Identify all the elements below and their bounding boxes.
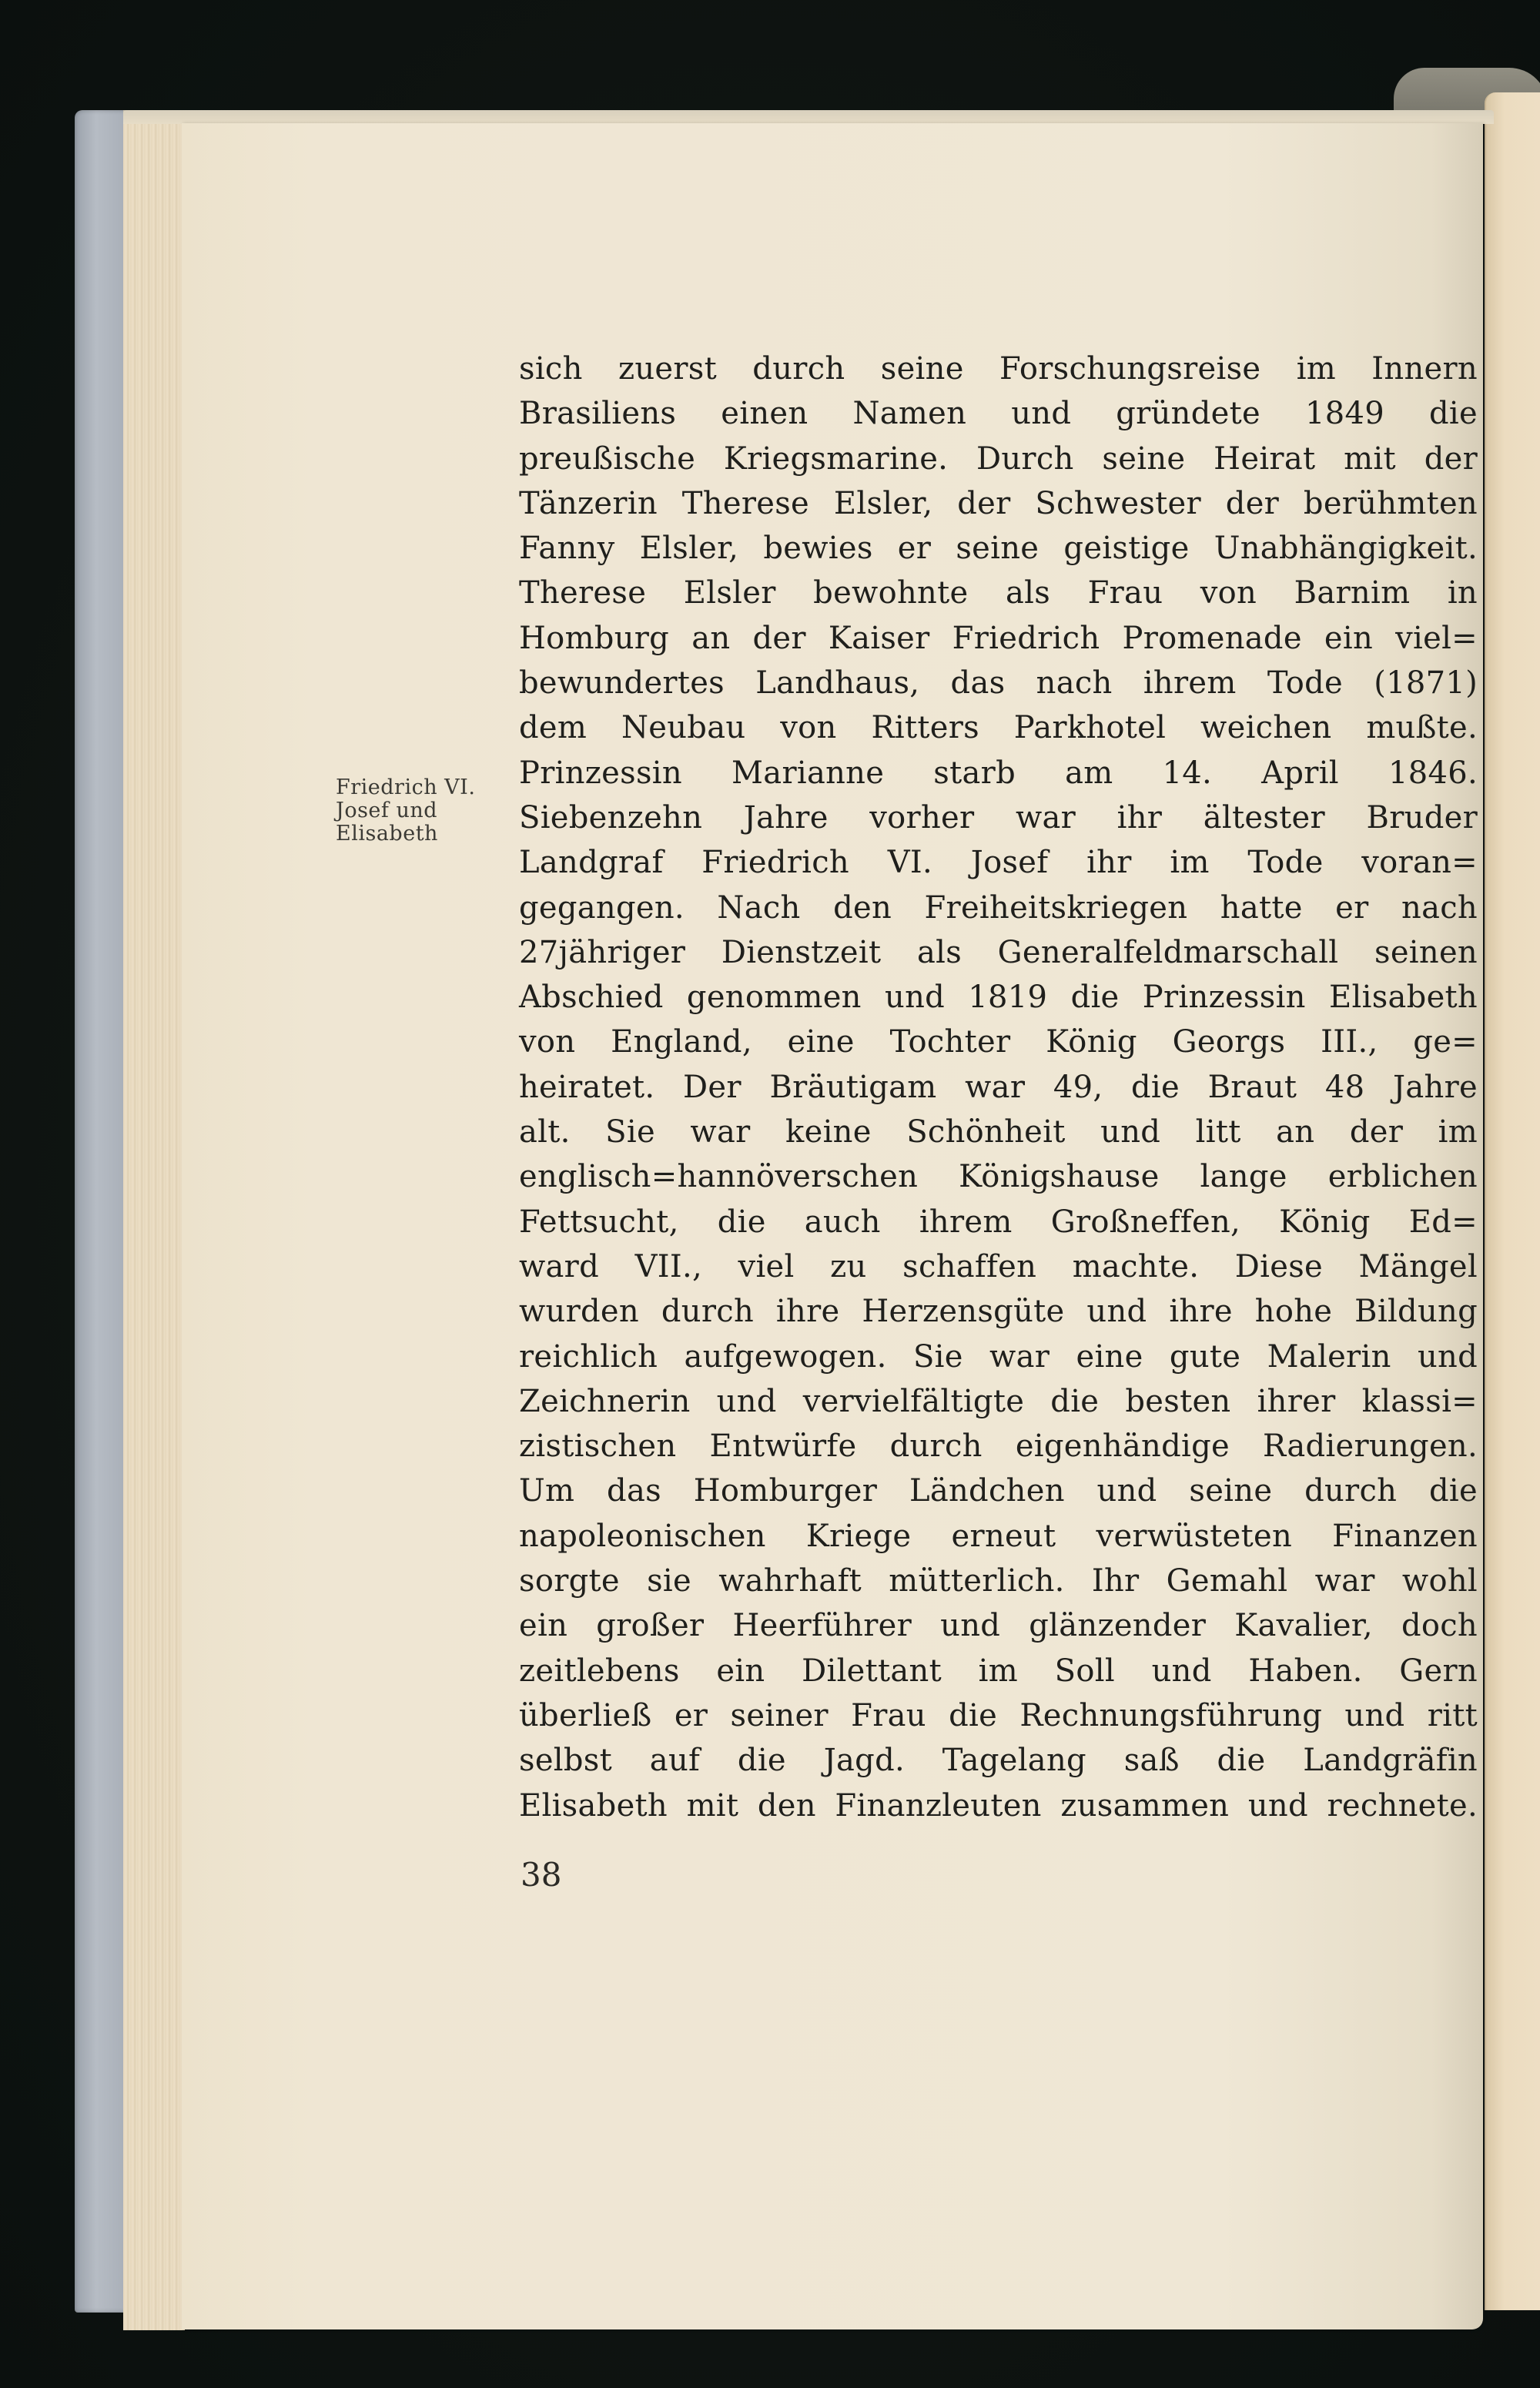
text-line: von England, eine Tochter König Georgs III., ge= xyxy=(519,1024,1478,1060)
text-line: napoleonischen Kriege erneut verwüsteten Finanzen xyxy=(519,1518,1478,1554)
page-stack-top xyxy=(123,110,1494,124)
text-line: Homburg an der Kaiser Friedrich Promenade ein viel= xyxy=(519,620,1478,656)
text-line: Siebenzehn Jahre vorher war ihr ältester Bruder xyxy=(519,799,1478,836)
text-line: zeitlebens ein Dilettant im Soll und Haben. Gern xyxy=(519,1653,1478,1689)
text-line: ward VII., viel zu schaffen machte. Diese Mängel xyxy=(519,1248,1478,1284)
margin-note-line: Friedrich VI. xyxy=(336,775,476,799)
text-line: wurden durch ihre Herzensgüte und ihre hohe Bildung xyxy=(519,1294,1478,1330)
next-page-edge xyxy=(1485,92,1540,2310)
text-line: zistischen Entwürfe durch eigenhändige Radierungen. xyxy=(519,1428,1478,1465)
text-line: ein großer Heerführer und glänzender Kavalier, doch xyxy=(519,1608,1478,1644)
text-line: Fettsucht, die auch ihrem Großneffen, König Ed= xyxy=(519,1204,1478,1240)
text-line: dem Neubau von Ritters Parkhotel weichen mußte. xyxy=(519,710,1478,746)
text-line: Prinzessin Marianne starb am 14. April 1846. xyxy=(519,755,1478,791)
text-line: bewundertes Landhaus, das nach ihrem Tode (1871) xyxy=(519,665,1478,702)
text-line: sorgte sie wahrhaft mütterlich. Ihr Gemahl war wohl xyxy=(519,1563,1478,1599)
margin-note-line: Josef und xyxy=(336,799,438,822)
book-page xyxy=(182,123,1483,2329)
text-line: Brasiliens einen Namen und gründete 1849 die xyxy=(519,396,1478,432)
text-line: selbst auf die Jagd. Tagelang saß die Landgräfin xyxy=(519,1743,1478,1779)
book-cover-edge xyxy=(75,110,129,2313)
text-line: heiratet. Der Bräutigam war 49, die Braut 48 Jahre xyxy=(519,1069,1478,1105)
margin-note-line: Elisabeth xyxy=(336,822,438,846)
text-line: alt. Sie war keine Schönheit und litt an der im xyxy=(519,1114,1478,1150)
text-line: Elisabeth mit den Finanzleuten zusammen und rechnete. xyxy=(519,1787,1478,1824)
text-line: Fanny Elsler, bewies er seine geistige Unabhängigkeit. xyxy=(519,531,1478,567)
text-line: sich zuerst durch seine Forschungsreise im Innern xyxy=(519,351,1478,387)
text-line: gegangen. Nach den Freiheitskriegen hatte er nach xyxy=(519,889,1478,926)
text-line: Tänzerin Therese Elsler, der Schwester der berühmten xyxy=(519,485,1478,521)
text-line: Landgraf Friedrich VI. Josef ihr im Tode voran= xyxy=(519,845,1478,881)
text-line: Abschied genommen und 1819 die Prinzessin Elisabeth xyxy=(519,980,1478,1016)
text-line: reichlich aufgewogen. Sie war eine gute Malerin und xyxy=(519,1338,1478,1375)
body-text xyxy=(519,347,1478,1828)
text-line: Um das Homburger Ländchen und seine durch die xyxy=(519,1473,1478,1509)
text-line: 27jähriger Dienstzeit als Generalfeldmarschall seinen xyxy=(519,934,1478,970)
text-line: englisch=hannöverschen Königshause lange erblichen xyxy=(519,1159,1478,1195)
page-number: 38 xyxy=(521,1856,562,1894)
margin-note xyxy=(336,776,490,846)
text-line: Zeichnerin und vervielfältigte die besten ihrer klassi= xyxy=(519,1383,1478,1419)
text-line: Therese Elsler bewohnte als Frau von Barnim in xyxy=(519,575,1478,611)
text-line: preußische Kriegsmarine. Durch seine Heirat mit der xyxy=(519,440,1478,477)
text-line: überließ er seiner Frau die Rechnungsführung und ritt xyxy=(519,1697,1478,1733)
page-stack-edges xyxy=(123,110,185,2330)
